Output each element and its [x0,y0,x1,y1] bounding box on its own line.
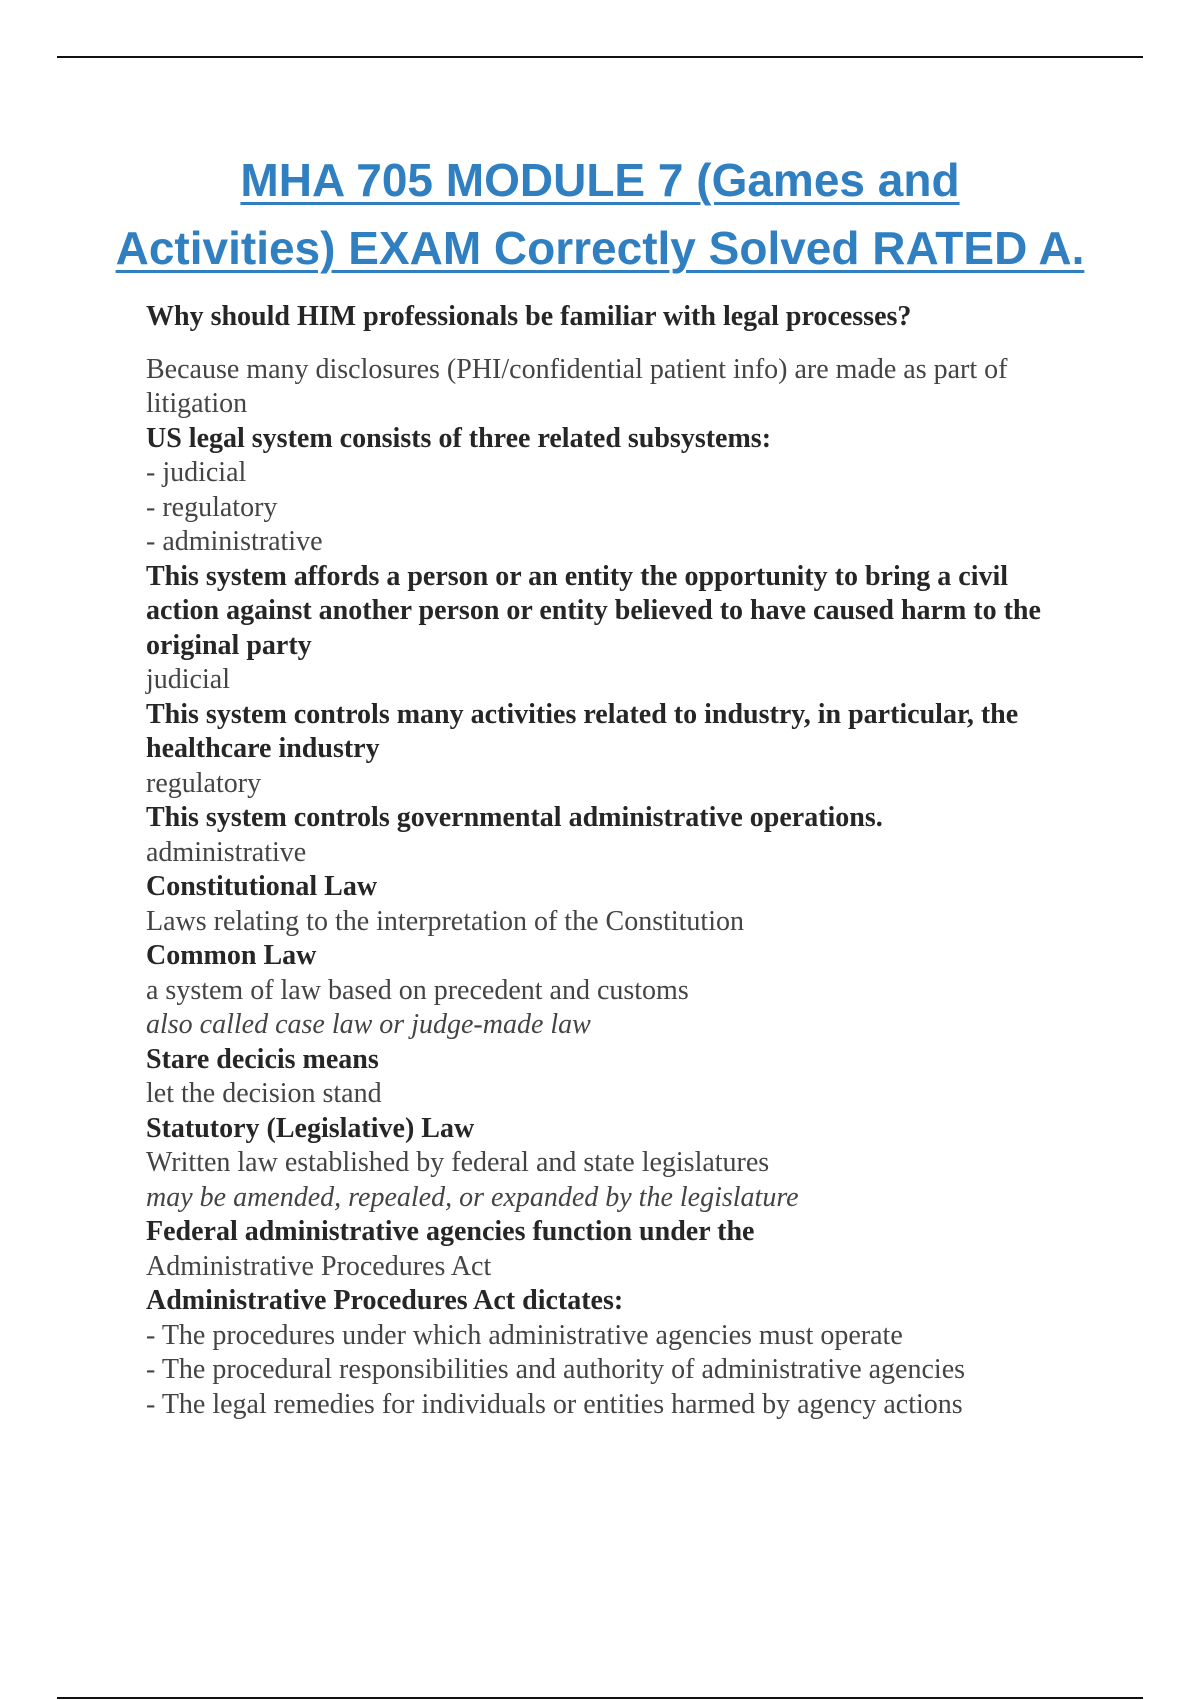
answer-text: a system of law based on precedent and customs [146,974,689,1006]
top-rule [57,56,1143,58]
answer-text: judicial [146,664,230,695]
answer-text: Because many disclosures (PHI/confidential patient info) are made as part of [146,353,1008,385]
answer-text: - regulatory [146,491,278,523]
qa-entry [146,698,1086,802]
question-text: Common Law [146,940,317,971]
question-text: Stare decicis means [146,1043,379,1075]
qa-entry [146,560,1086,698]
question-text: Statutory (Legislative) Law [146,1112,475,1144]
question-text: Constitutional Law [146,871,378,902]
answer-text: Laws relating to the interpretation of the Constitution [146,905,744,937]
answer-text: - The procedures under which administrative agencies must operate [146,1319,903,1351]
qa-entry [146,353,1086,422]
answer-text: administrative [146,836,307,868]
document-title [80,146,1120,282]
answer-text: Administrative Procedures Act [146,1250,492,1282]
answer-text: regulatory [146,767,262,799]
intro-question: Why should HIM professionals be familiar with legal processes? [146,301,912,332]
answer-text: - judicial [146,457,247,488]
answer-note: may be amended, repealed, or expanded by the legislature [146,1181,799,1213]
question-text: Federal administrative agencies function under the [146,1216,755,1247]
bottom-rule [57,1697,1143,1699]
qa-entry [146,422,1086,560]
qa-entry [146,1284,1086,1422]
answer-text: - The legal remedies for individuals or entities harmed by agency actions [146,1388,963,1420]
question-text: This system controls governmental administrative operations. [146,802,883,833]
answer-text: - The procedural responsibilities and authority of administrative agencies [146,1354,966,1385]
answer-text: let the decision stand [146,1078,382,1109]
qa-list [146,353,1086,1423]
title-line-1: MHA 705 MODULE 7 (Games and [240,154,960,206]
answer-text: Written law established by federal and state legislatures [146,1147,770,1178]
title-line-2: Activities) EXAM Correctly Solved RATED A. [115,222,1085,274]
qa-entry [146,801,1086,870]
document-body [146,300,1086,1422]
qa-entry [146,870,1086,939]
question-text: US legal system consists of three related subsystems: [146,422,772,454]
question-text: This system affords a person or an entity the opportunity to bring a civil action against another person or entity believed to have caused harm to the original party [146,560,1041,661]
answer-text: - administrative [146,526,323,557]
qa-entry [146,1112,1086,1216]
qa-entry [146,1043,1086,1112]
qa-entry [146,1215,1086,1284]
qa-entry [146,939,1086,1043]
question-text: This system controls many activities related to industry, in particular, the healthcare industry [146,698,1019,764]
answer-note: also called case law or judge-made law [146,1009,591,1040]
question-text: Administrative Procedures Act dictates: [146,1285,624,1316]
answer-text: litigation [146,388,248,419]
